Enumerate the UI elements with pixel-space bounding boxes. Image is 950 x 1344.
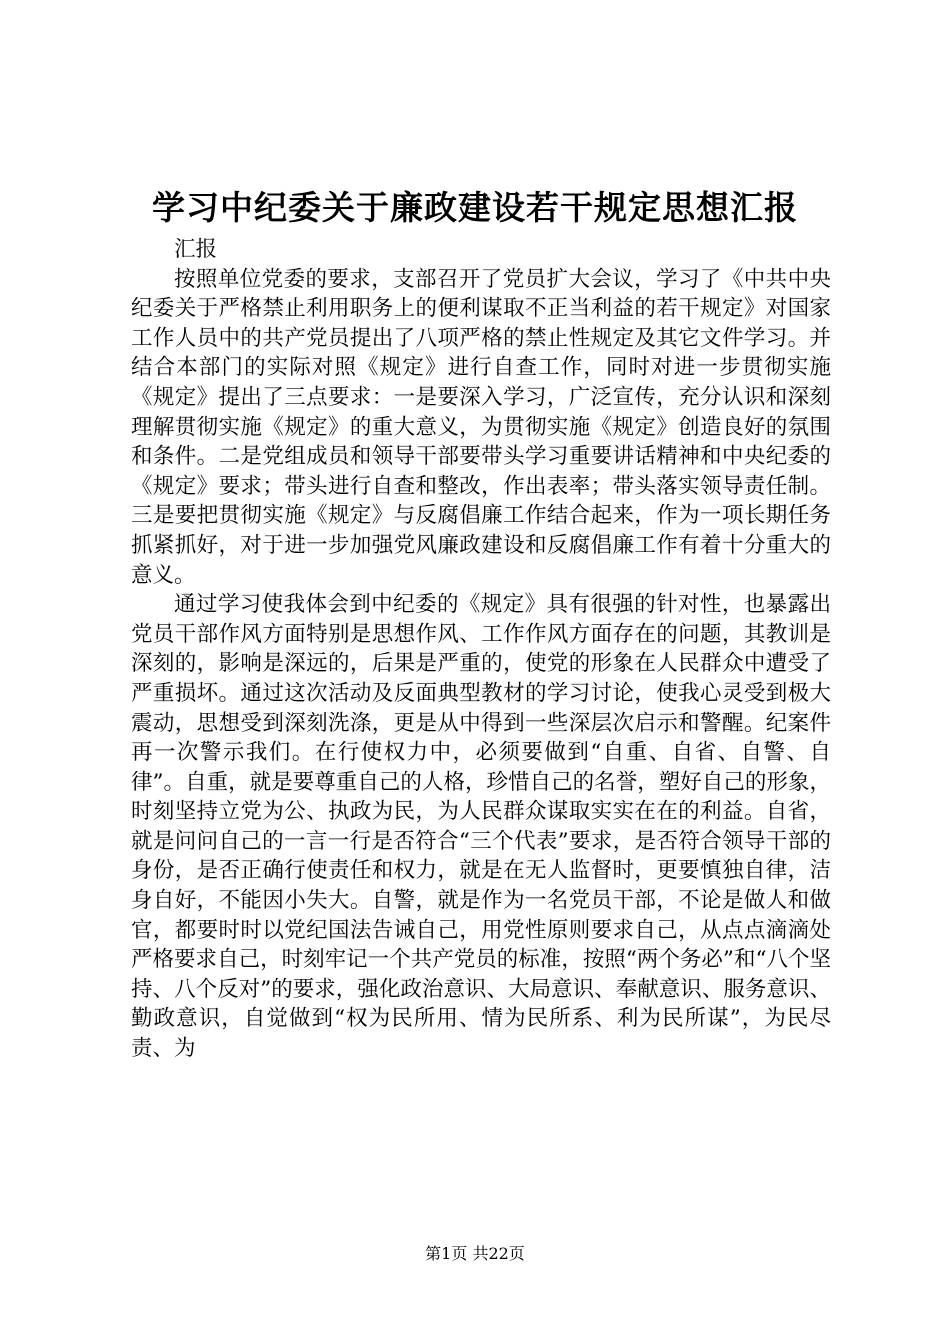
- page-number-footer: 第1页 共22页: [425, 1244, 525, 1263]
- paragraph-subheading: 汇报: [174, 237, 218, 262]
- paragraph-2: 通过学习使我体会到中纪委的《规定》具有很强的针对性，也暴露出党员干部作风方面特别是思想作风、工作作风方面存在的问题，其教训是深刻的，影响是深远的，后果是严重的，使党的形象在人民群众中遭受了严重损坏。通过这次活动及反面典型教材的学习讨论，使我心灵受到极大震动，思想受到深刻洗涤，更是从中得到一些深层次启示和警醒。纪案件再一次警示我们。在行使权力中，必须要做到“自重、自省、自警、自律”。自重，就是要尊重自己的人格，珍惜自己的名誉，塑好自己的形象，时刻坚持立党为公、执政为民，为人民群众谋取实实在在的利益。自省，就是问问自己的一言一行是否符合“三个代表”要求，是否符合领导干部的身份，是否正确行使责任和权力，就是在无人监督时，更要慎独自律，洁身自好，不能因小失大。自警，就是作为一名党员干部，不论是做人和做官，都要时时以党纪国法告诫自己，用党性原则要求自己，从点点滴滴处严格要求自己，时刻牢记一个共产党员的标准，按照“两个务必”和“八个坚持、八个反对”的要求，强化政治意识、大局意识、奉献意识、服务意识、勤政意识，自觉做到“权为民所用、情为民所系、利为民所谋”，为民尽责、为: [131, 592, 831, 1062]
- document-body: [131, 235, 831, 1064]
- paragraph-1: 按照单位党委的要求，支部召开了党员扩大会议，学习了《中共中央纪委关于严格禁止利用职务上的便利谋取不正当利益的若干规定》对国家工作人员中的共产党员提出了八项严格的禁止性规定及其它文件学习。并结合本部门的实际对照《规定》进行自查工作，同时对进一步贯彻实施《规定》提出了三点要求：一是要深入学习，广泛宣传，充分认识和深刻理解贯彻实施《规定》的重大意义，为贯彻实施《规定》创造良好的氛围和条件。二是党组成员和领导干部要带头学习重要讲话精神和中央纪委的《规定》要求；带头进行自查和整改，作出表率；带头落实领导责任制。三是要把贯彻实施《规定》与反腐倡廉工作结合起来，作为一项长期任务抓紧抓好，对于进一步加强党风廉政建设和反腐倡廉工作有着十分重大的意义。: [131, 266, 831, 588]
- document-title: 学习中纪委关于廉政建设若干规定思想汇报: [152, 188, 798, 227]
